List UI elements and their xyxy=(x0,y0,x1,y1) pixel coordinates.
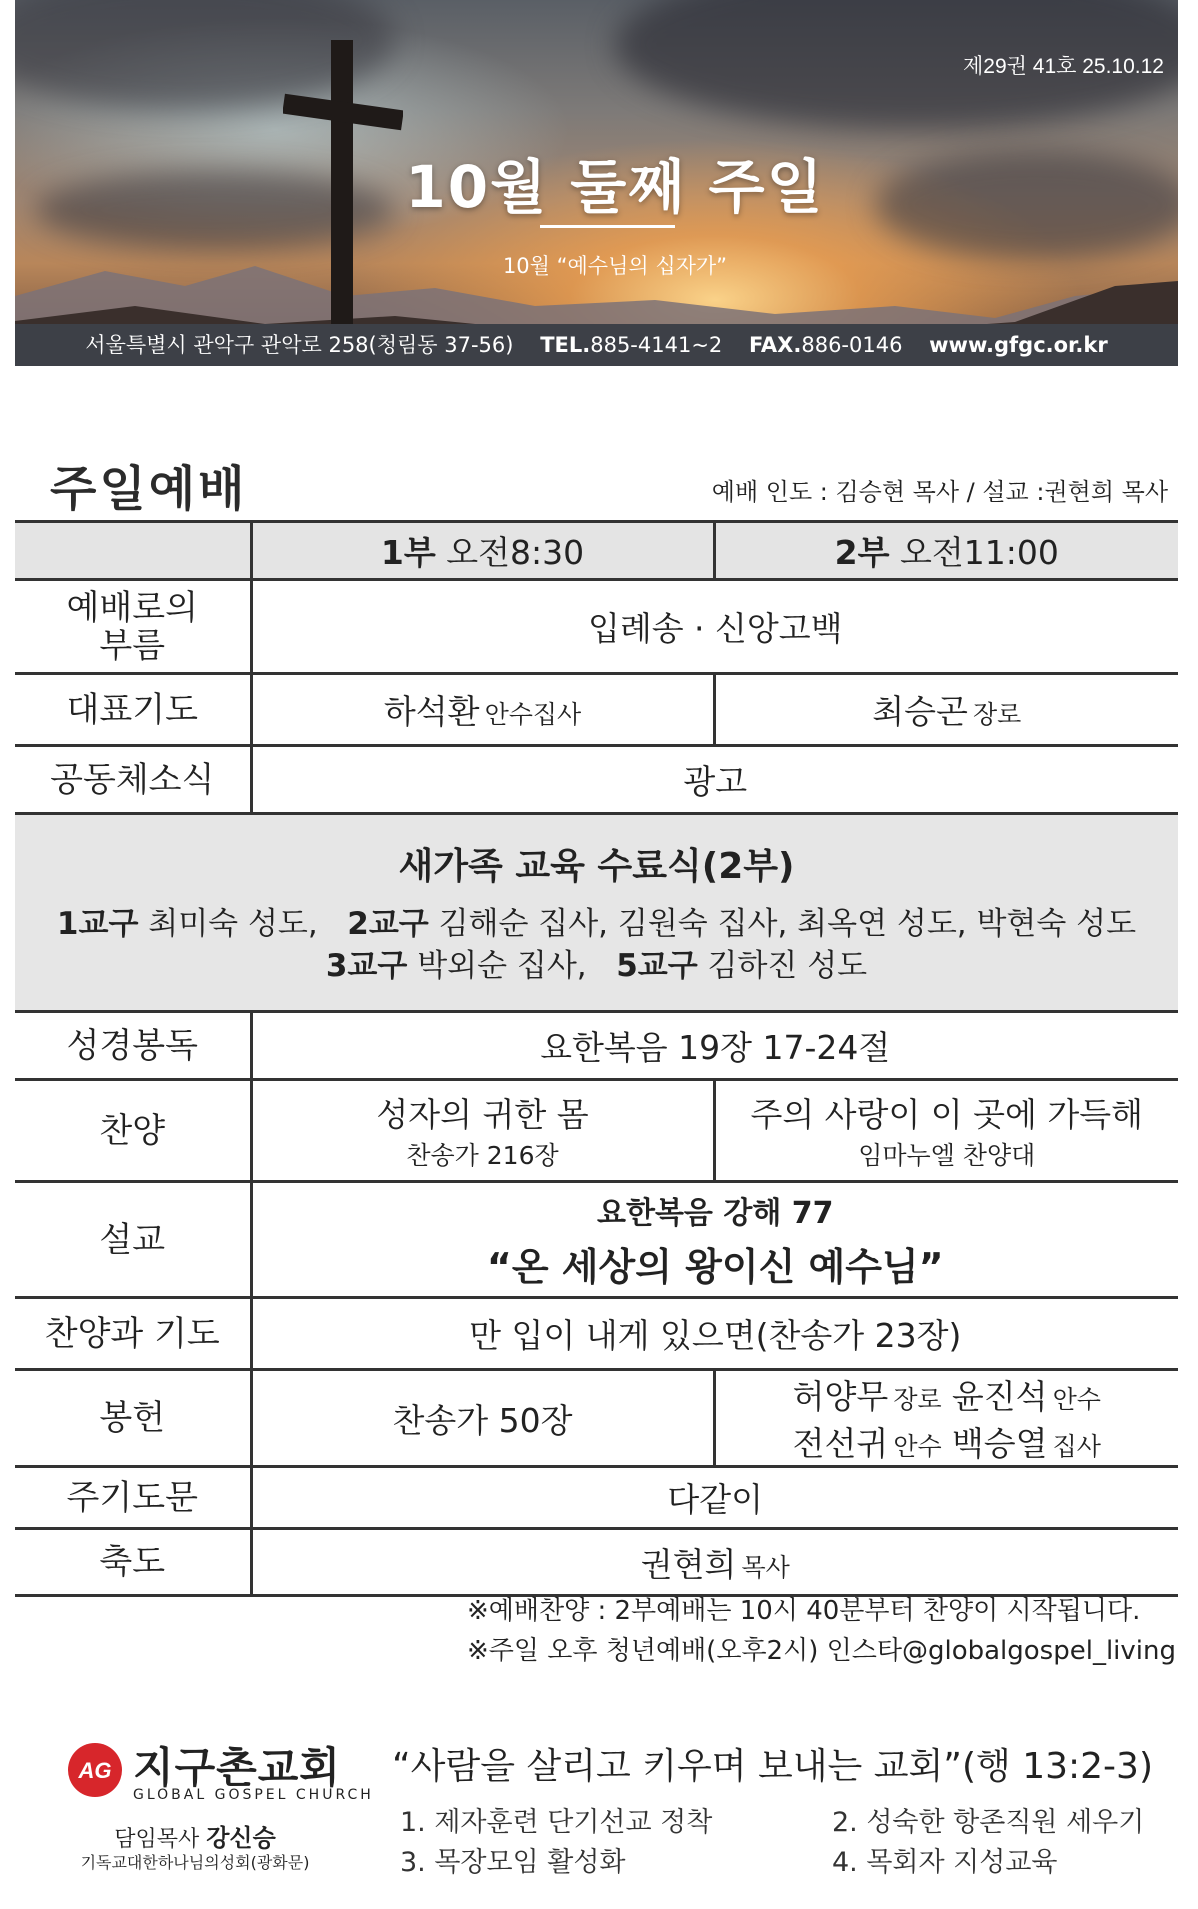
row-label-praise-prayer: 찬양과 기도 xyxy=(15,1298,251,1370)
hero-banner xyxy=(15,0,1178,366)
graduation-title: 새가족 교육 수료식(2부) xyxy=(398,846,795,887)
table-row xyxy=(15,1370,1178,1467)
contact-bar xyxy=(15,324,1178,366)
section-title: 주일예배 xyxy=(50,461,248,517)
row-label-lords-prayer: 주기도문 xyxy=(15,1467,251,1529)
row-value-lords-prayer: 다같이 xyxy=(251,1467,1178,1529)
table-row xyxy=(15,1298,1178,1370)
worship-notes xyxy=(467,1591,1176,1671)
prayer-service-2: 최승곤 장로 xyxy=(714,674,1178,746)
svg-text:AG: AG xyxy=(78,1758,112,1783)
worship-order-table xyxy=(15,520,1178,1597)
row-value-praise-prayer: 만 입이 내게 있으면(찬송가 23장) xyxy=(251,1298,1178,1370)
table-row xyxy=(15,580,1178,674)
note-line: ※예배찬양 : 2부예배는 10시 40분부터 찬양이 시작됩니다. xyxy=(466,1596,1141,1626)
service-2-header: 2부 오전11:00 xyxy=(714,522,1178,580)
offering-hymn: 찬송가 50장 xyxy=(251,1370,714,1467)
tel-label: TEL. xyxy=(540,333,591,357)
church-motto: “사람을 살리고 키우며 보내는 교회”(행 13:2-3) xyxy=(392,1746,1153,1787)
church-name-en: GLOBAL GOSPEL CHURCH xyxy=(133,1787,374,1803)
issue-number: 제29권 41호 25.10.12 xyxy=(963,55,1164,78)
denomination: 기독교대한하나님의성회(광화문) xyxy=(80,1853,310,1872)
graduation-line-2: 3교구 박외순 집사, 5교구 김하진 성도 xyxy=(325,948,868,984)
header-empty-cell xyxy=(15,522,251,580)
website-link[interactable]: www.gfgc.or.kr xyxy=(929,333,1108,357)
fax-label: FAX. xyxy=(748,333,802,357)
church-logo-icon xyxy=(67,1742,123,1798)
worship-leaders: 예배 인도 : 김승현 목사 / 설교 :권현희 목사 xyxy=(711,478,1168,506)
sermon-series: 요한복음 강해 77 xyxy=(596,1196,834,1231)
row-value-sermon xyxy=(251,1182,1178,1298)
table-row xyxy=(15,1012,1178,1080)
church-name: 지구촌교회 xyxy=(133,1743,341,1792)
row-value-call: 입례송 · 신앙고백 xyxy=(251,580,1178,674)
table-row xyxy=(15,1080,1178,1182)
hero-divider xyxy=(540,225,675,228)
row-value-scripture: 요한복음 19장 17-24절 xyxy=(251,1012,1178,1080)
row-label-offering: 봉헌 xyxy=(15,1370,251,1467)
graduation-cell xyxy=(15,814,1178,1012)
service-1-header: 1부 오전8:30 xyxy=(251,522,714,580)
goal-item: 2. 성숙한 항존직원 세우기 xyxy=(832,1807,1145,1838)
offering-ushers: 허양무 장로 윤진석 안수 전선귀 안수 백승열 집사 xyxy=(714,1370,1178,1467)
table-row xyxy=(15,674,1178,746)
hero-subtitle: 10월 “예수님의 십자가” xyxy=(502,254,728,278)
note-line: ※주일 오후 청년예배(오후2시) 인스타@globalgospel_living xyxy=(466,1636,1176,1666)
row-label-praise: 찬양 xyxy=(15,1080,251,1182)
table-row xyxy=(15,1467,1178,1529)
address: 서울특별시 관악구 관악로 258(청림동 37-56) xyxy=(85,333,514,357)
row-label-community: 공동체소식 xyxy=(15,746,251,814)
row-label-sermon: 설교 xyxy=(15,1182,251,1298)
row-label-scripture: 성경봉독 xyxy=(15,1012,251,1080)
row-label-call: 예배로의 부름 xyxy=(15,580,251,674)
row-label-prayer: 대표기도 xyxy=(15,674,251,746)
goal-item: 4. 목회자 지성교육 xyxy=(832,1847,1058,1878)
goal-item: 1. 제자훈련 단기선교 정착 xyxy=(400,1807,713,1838)
praise-service-1: 성자의 귀한 몸 찬송가 216장 xyxy=(251,1080,714,1182)
table-row xyxy=(15,1529,1178,1596)
table-row xyxy=(15,1182,1178,1298)
table-header-row xyxy=(15,522,1178,580)
hero-title: 10월 둘째 주일 xyxy=(405,153,825,221)
row-value-community: 광고 xyxy=(251,746,1178,814)
graduation-row xyxy=(15,814,1178,1012)
prayer-service-1: 하석환 안수집사 xyxy=(251,674,714,746)
goal-item: 3. 목장모임 활성화 xyxy=(400,1847,626,1878)
row-label-benediction: 축도 xyxy=(15,1529,251,1596)
fax-number: 886-0146 xyxy=(801,333,903,357)
tel-number: 885-4141~2 xyxy=(590,333,723,357)
praise-service-2: 주의 사랑이 이 곳에 가득해 임마누엘 찬양대 xyxy=(714,1080,1178,1182)
sermon-title: “온 세상의 왕이신 예수님” xyxy=(486,1245,944,1289)
graduation-line-1: 1교구 최미숙 성도, 2교구 김해순 집사, 김원숙 집사, 최옥연 성도, 박현숙 성도 xyxy=(56,906,1137,942)
table-row xyxy=(15,746,1178,814)
row-value-benediction: 권현희 목사 xyxy=(251,1529,1178,1596)
senior-pastor: 담임목사 강신승 xyxy=(114,1824,276,1852)
